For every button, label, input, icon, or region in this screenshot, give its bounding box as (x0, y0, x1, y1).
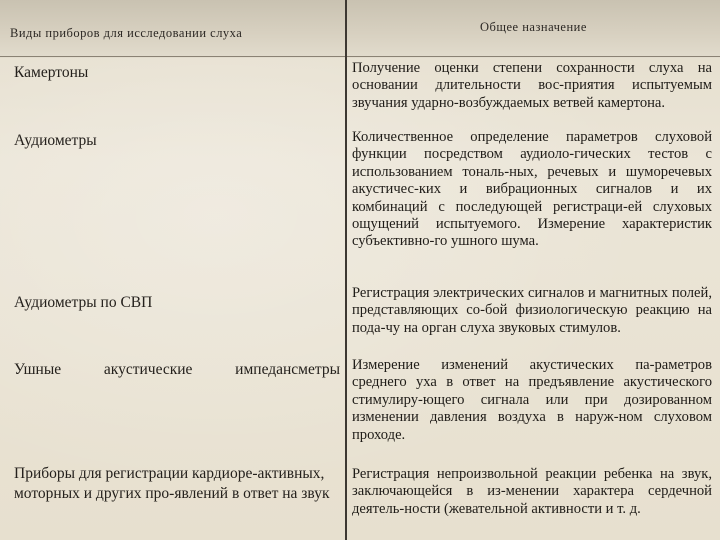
purpose-text: Регистрация непроизвольной реакции ребенка на звук, заключающейся в из-менении характера сердечной деятель-ности (жевательной активности и т. д. (352, 466, 712, 517)
header-device-types: Виды приборов для исследовании слуха (10, 26, 243, 40)
purpose-text: Количественное определение параметров слуховой функции посредством аудиоло-гических тестов с использованием тональ-ных, речевых и шумоpечевых акустичес-ких и вибрационных сигналов и их комбинаций с последующей регистраци-ей слуховых ощущений испытуемого. Измерение характеристик субъективно-го ушного шума. (352, 129, 712, 250)
device-impedance-meters: Ушные акустические импедансметры (14, 361, 340, 378)
purpose-impedance-meters (352, 357, 712, 444)
purpose-audiometers-svp (352, 285, 712, 337)
header-rule (0, 56, 720, 57)
device-audiometers-svp: Аудиометры по СВП (14, 294, 153, 311)
purpose-text: Регистрация электрических сигналов и магнитных полей, представляющих со-бой физиологическую реакцию на пода-чу на орган слуха звуковых стимулов. (352, 285, 712, 336)
device-audiometers: Аудиометры (14, 132, 97, 149)
column-divider (345, 0, 347, 540)
purpose-tuning-forks (352, 60, 712, 112)
purpose-audiometers (352, 129, 712, 251)
device-reaction-recorders: Приборы для регистрации кардиоре-активных, моторных и других про-явлений в ответ на звук (14, 465, 330, 502)
purpose-text: Измерение изменений акустических па-раметров среднего уха в ответ на предъявление акустического стимулиру-ющего сигнала или при дозированном изменении давления воздуха в наруж-ном слуховом проходе. (352, 357, 712, 443)
device-tuning-forks: Камертоны (14, 64, 89, 81)
table-header (0, 0, 720, 58)
header-general-purpose: Общее назначение (480, 20, 587, 34)
purpose-text: Получение оценки степени сохранности слуха на основании длительности вос-приятия испытуемым звучания ударно-возбуждаемых ветвей камертона. (352, 60, 712, 111)
purpose-reaction-recorders (352, 466, 712, 518)
